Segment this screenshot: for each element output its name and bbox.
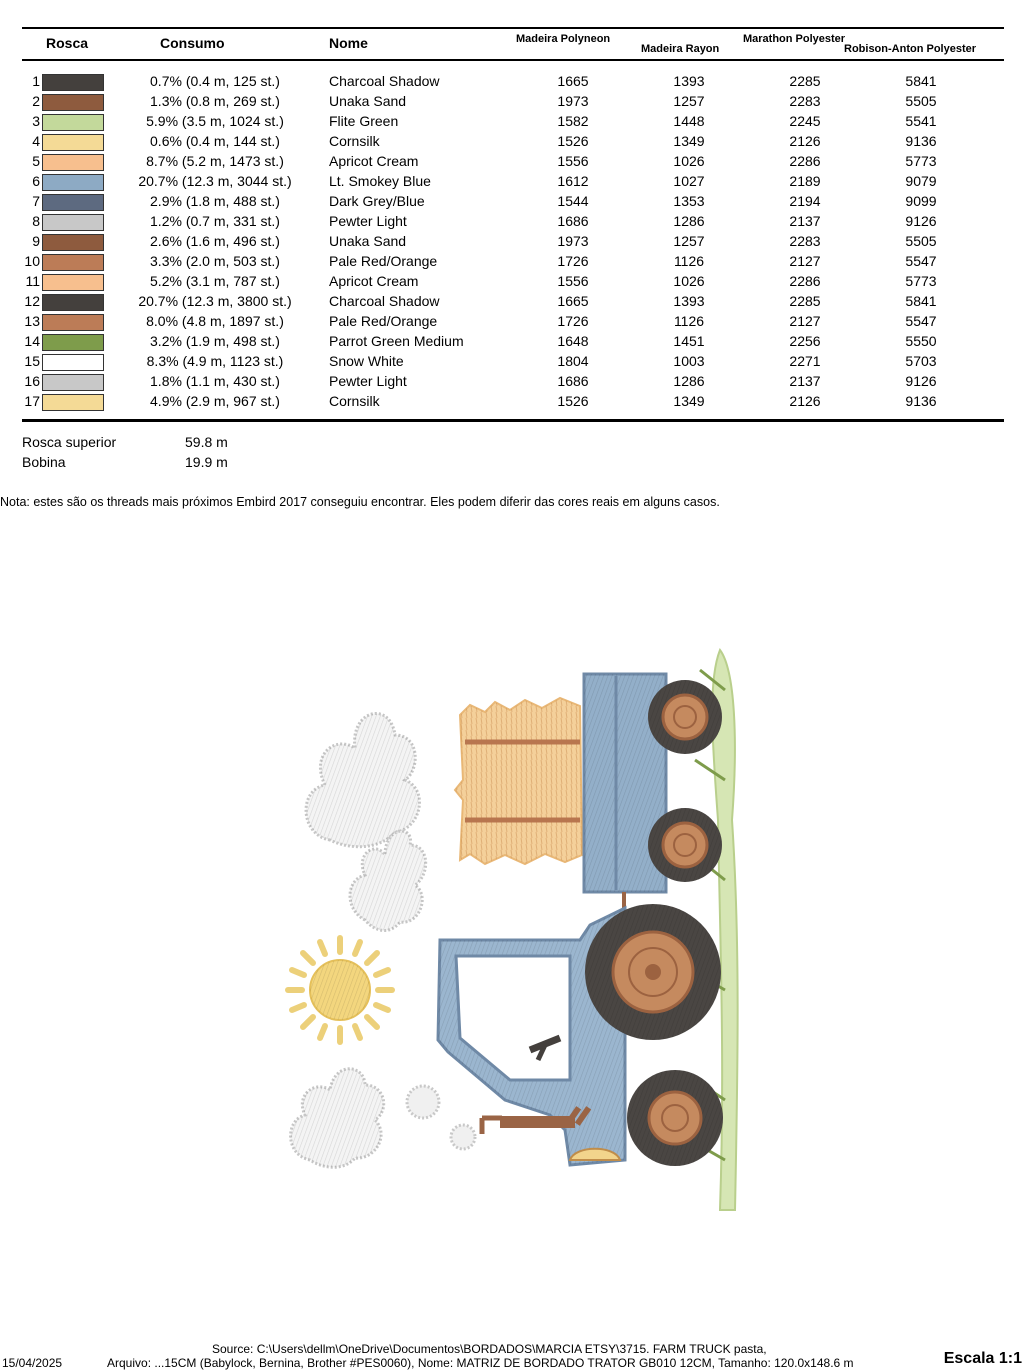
thread-consumption: 1.2% (0.7 m, 331 st.)	[150, 213, 280, 229]
header-madeira-rayon: Madeira Rayon	[641, 43, 720, 55]
thread-marathon: 2286	[789, 273, 821, 289]
thread-marathon: 2189	[789, 173, 821, 189]
thread-madeira-rayon: 1349	[673, 393, 705, 409]
thread-madeira-rayon: 1126	[673, 313, 705, 329]
cloud-bottom-icon	[291, 1069, 384, 1168]
thread-madeira-polyneon: 1973	[557, 93, 589, 109]
thread-madeira-rayon: 1286	[673, 373, 705, 389]
thread-marathon: 2271	[789, 353, 821, 369]
color-swatch	[42, 214, 104, 231]
color-swatch	[42, 354, 104, 371]
thread-consumption: 1.3% (0.8 m, 269 st.)	[150, 93, 280, 109]
thread-marathon: 2137	[789, 373, 821, 389]
thread-robison: 9126	[905, 213, 937, 229]
thread-robison: 9126	[905, 373, 937, 389]
thread-madeira-polyneon: 1665	[557, 73, 589, 89]
thread-number: 9	[32, 233, 40, 249]
thread-madeira-rayon: 1257	[673, 93, 705, 109]
thread-number: 1	[32, 73, 40, 89]
thread-madeira-polyneon: 1526	[557, 133, 589, 149]
thread-number: 7	[32, 193, 40, 209]
header-robison: Robison-Anton Polyester	[844, 43, 977, 55]
thread-number: 11	[25, 273, 40, 289]
thread-marathon: 2127	[789, 313, 821, 329]
thread-madeira-polyneon: 1726	[557, 313, 589, 329]
thread-madeira-rayon: 1026	[673, 273, 705, 289]
thread-consumption: 3.2% (1.9 m, 498 st.)	[150, 333, 280, 349]
thread-name: Snow White	[329, 353, 404, 369]
thread-name: Apricot Cream	[329, 153, 419, 169]
header-marathon: Marathon Polyester	[743, 33, 846, 45]
color-swatch	[42, 374, 104, 391]
thread-robison: 9136	[905, 393, 937, 409]
thread-name: Cornsilk	[329, 133, 380, 149]
thread-consumption: 20.7% (12.3 m, 3044 st.)	[138, 173, 292, 189]
thread-madeira-rayon: 1027	[673, 173, 705, 189]
thread-consumption: 1.8% (1.1 m, 430 st.)	[150, 373, 280, 389]
thread-number: 14	[24, 333, 40, 349]
color-swatch	[42, 394, 104, 411]
thread-marathon: 2283	[789, 93, 821, 109]
trailer-wheel-bottom-icon	[648, 808, 722, 882]
table-bottom-rule	[22, 419, 1004, 422]
thread-marathon: 2137	[789, 213, 821, 229]
thread-number: 16	[24, 373, 40, 389]
thread-name: Dark Grey/Blue	[329, 193, 425, 209]
smoke-puff-icon	[407, 1086, 475, 1149]
thread-number: 3	[32, 113, 40, 129]
thread-name: Pewter Light	[329, 213, 407, 229]
thread-madeira-polyneon: 1526	[557, 393, 589, 409]
thread-madeira-rayon: 1353	[673, 193, 705, 209]
color-swatch	[42, 134, 104, 151]
thread-madeira-polyneon: 1582	[557, 113, 589, 129]
color-swatch	[42, 234, 104, 251]
thread-name: Apricot Cream	[329, 273, 419, 289]
thread-name: Flite Green	[329, 113, 399, 129]
thread-marathon: 2194	[789, 193, 821, 209]
thread-robison: 5841	[905, 73, 937, 89]
tractor-small-wheel-icon	[627, 1070, 723, 1166]
thread-robison: 9079	[905, 173, 937, 189]
thread-number: 5	[32, 153, 40, 169]
table-row	[0, 132, 1024, 152]
color-swatch	[42, 74, 104, 91]
total-bobbin-label: Bobina	[22, 454, 66, 470]
table-row	[0, 372, 1024, 392]
color-swatch	[42, 254, 104, 271]
thread-number: 15	[24, 353, 40, 369]
thread-robison: 5547	[905, 313, 937, 329]
thread-consumption: 2.6% (1.6 m, 496 st.)	[150, 233, 280, 249]
thread-madeira-rayon: 1393	[673, 73, 705, 89]
thread-madeira-rayon: 1451	[673, 333, 705, 349]
table-row	[0, 352, 1024, 372]
color-swatch	[42, 274, 104, 291]
thread-marathon: 2127	[789, 253, 821, 269]
thread-robison: 5550	[905, 333, 937, 349]
sun-icon	[288, 938, 392, 1042]
thread-consumption: 20.7% (12.3 m, 3800 st.)	[138, 293, 292, 309]
thread-name: Parrot Green Medium	[329, 333, 464, 349]
scale-label: Escala 1:1	[943, 1350, 1022, 1367]
thread-madeira-rayon: 1257	[673, 233, 705, 249]
total-top-label: Rosca superior	[22, 434, 117, 450]
thread-madeira-polyneon: 1973	[557, 233, 589, 249]
thread-madeira-polyneon: 1556	[557, 273, 589, 289]
thread-madeira-polyneon: 1665	[557, 293, 589, 309]
thread-madeira-rayon: 1448	[673, 113, 705, 129]
table-row	[0, 92, 1024, 112]
footer-file-info: Arquivo: ...15CM (Babylock, Bernina, Brother #PES0060), Nome: MATRIZ DE BORDADO TRATOR GB010 12CM, Tamanho: 120.0x148.6 m	[107, 1356, 854, 1370]
table-top-rule	[22, 27, 1004, 29]
thread-consumption: 0.6% (0.4 m, 144 st.)	[150, 133, 280, 149]
thread-madeira-rayon: 1126	[673, 253, 705, 269]
thread-madeira-rayon: 1286	[673, 213, 705, 229]
thread-consumption: 8.7% (5.2 m, 1473 st.)	[146, 153, 284, 169]
thread-name: Unaka Sand	[329, 233, 407, 249]
thread-robison: 5703	[905, 353, 937, 369]
disclaimer-note: Nota: estes são os threads mais próximos Embird 2017 conseguiu encontrar. Eles podem diferir das cores reais em alguns casos.	[0, 495, 720, 509]
thread-robison: 5841	[905, 293, 937, 309]
table-row	[0, 292, 1024, 312]
thread-name: Pale Red/Orange	[329, 253, 438, 269]
thread-madeira-rayon: 1026	[673, 153, 705, 169]
thread-marathon: 2283	[789, 233, 821, 249]
thread-consumption: 5.2% (3.1 m, 787 st.)	[150, 273, 280, 289]
thread-madeira-polyneon: 1556	[557, 153, 589, 169]
thread-marathon: 2245	[789, 113, 821, 129]
hay-bale-icon	[455, 698, 582, 864]
thread-madeira-polyneon: 1612	[557, 173, 589, 189]
footer-source: Source: C:\Users\dellm\OneDrive\Documentos\BORDADOS\MARCIA ETSY\3715. FARM TRUCK pasta,	[212, 1342, 767, 1356]
thread-madeira-polyneon: 1726	[557, 253, 589, 269]
thread-name: Pale Red/Orange	[329, 313, 438, 329]
table-row	[0, 332, 1024, 352]
total-bobbin-value: 19.9 m	[185, 454, 228, 470]
thread-madeira-polyneon: 1648	[557, 333, 589, 349]
thread-robison: 5773	[905, 273, 937, 289]
trailer-wheel-top-icon	[648, 680, 722, 754]
thread-robison: 5505	[905, 233, 937, 249]
thread-madeira-rayon: 1349	[673, 133, 705, 149]
thread-marathon: 2285	[789, 293, 821, 309]
tractor-big-wheel-icon	[585, 904, 721, 1040]
thread-consumption: 8.3% (4.9 m, 1123 st.)	[146, 353, 284, 369]
thread-robison: 9136	[905, 133, 937, 149]
table-row	[0, 152, 1024, 172]
thread-name: Unaka Sand	[329, 93, 407, 109]
thread-marathon: 2286	[789, 153, 821, 169]
thread-marathon: 2126	[789, 393, 821, 409]
thread-name: Charcoal Shadow	[329, 73, 440, 89]
thread-name: Charcoal Shadow	[329, 293, 440, 309]
header-rosca: Rosca	[46, 35, 89, 51]
thread-number: 12	[24, 293, 40, 309]
thread-number: 10	[24, 253, 40, 269]
table-row	[0, 272, 1024, 292]
thread-robison: 5547	[905, 253, 937, 269]
thread-madeira-rayon: 1393	[673, 293, 705, 309]
thread-madeira-rayon: 1003	[673, 353, 705, 369]
table-header-rule	[22, 59, 1004, 61]
thread-robison: 9099	[905, 193, 937, 209]
table-row	[0, 212, 1024, 232]
color-swatch	[42, 294, 104, 311]
color-swatch	[42, 334, 104, 351]
thread-number: 17	[24, 393, 40, 409]
footer-date: 15/04/2025	[2, 1356, 63, 1370]
thread-marathon: 2126	[789, 133, 821, 149]
thread-name: Pewter Light	[329, 373, 407, 389]
table-row	[0, 112, 1024, 132]
total-top-value: 59.8 m	[185, 434, 228, 450]
thread-robison: 5541	[905, 113, 937, 129]
table-row	[0, 72, 1024, 92]
thread-consumption: 8.0% (4.8 m, 1897 st.)	[146, 313, 284, 329]
color-swatch	[42, 94, 104, 111]
header-nome: Nome	[329, 35, 368, 51]
thread-number: 6	[32, 173, 40, 189]
thread-madeira-polyneon: 1804	[557, 353, 589, 369]
thread-marathon: 2285	[789, 73, 821, 89]
thread-consumption: 2.9% (1.8 m, 488 st.)	[150, 193, 280, 209]
thread-marathon: 2256	[789, 333, 821, 349]
color-swatch	[42, 114, 104, 131]
thread-madeira-polyneon: 1544	[557, 193, 589, 209]
table-row	[0, 252, 1024, 272]
color-swatch	[42, 194, 104, 211]
header-madeira-polyneon: Madeira Polyneon	[516, 33, 611, 45]
thread-name: Cornsilk	[329, 393, 380, 409]
thread-madeira-polyneon: 1686	[557, 213, 589, 229]
thread-consumption: 3.3% (2.0 m, 503 st.)	[150, 253, 280, 269]
color-swatch	[42, 154, 104, 171]
cloud-top-icon	[306, 713, 419, 846]
thread-number: 8	[32, 213, 40, 229]
table-row	[0, 392, 1024, 412]
thread-name: Lt. Smokey Blue	[329, 173, 431, 189]
thread-number: 13	[24, 313, 40, 329]
color-swatch	[42, 314, 104, 331]
thread-number: 4	[32, 133, 40, 149]
thread-robison: 5505	[905, 93, 937, 109]
embroidery-preview	[280, 640, 750, 1220]
thread-robison: 5773	[905, 153, 937, 169]
thread-consumption: 5.9% (3.5 m, 1024 st.)	[146, 113, 284, 129]
thread-number: 2	[32, 93, 40, 109]
thread-consumption: 4.9% (2.9 m, 967 st.)	[150, 393, 280, 409]
thread-consumption: 0.7% (0.4 m, 125 st.)	[150, 73, 280, 89]
table-row	[0, 172, 1024, 192]
thread-madeira-polyneon: 1686	[557, 373, 589, 389]
table-row	[0, 312, 1024, 332]
color-swatch	[42, 174, 104, 191]
header-consumo: Consumo	[160, 35, 225, 51]
table-row	[0, 232, 1024, 252]
table-row	[0, 192, 1024, 212]
